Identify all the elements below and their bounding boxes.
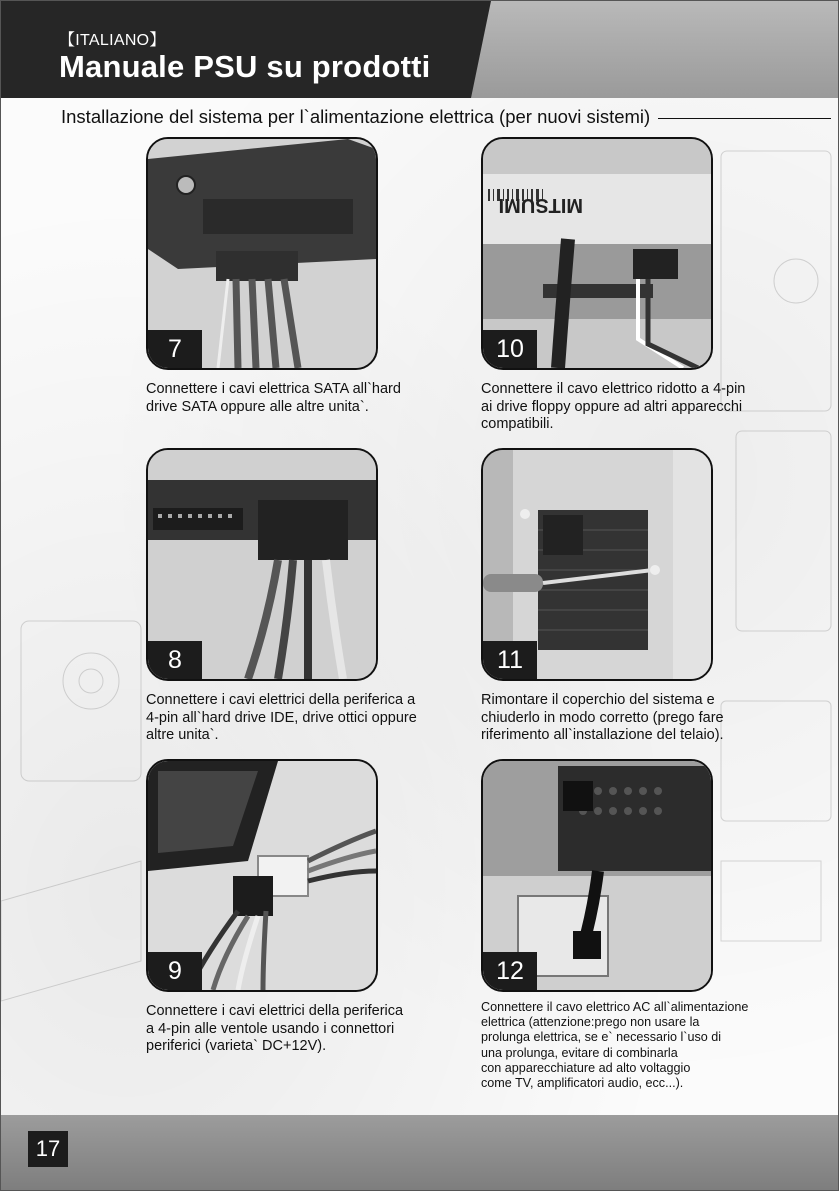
step-9-caption: Connettere i cavi elettrici della periferica a 4-pin alle ventole usando i connettori periferici (varieta` DC+12V). (146, 1003, 404, 1054)
step-12-caption: Connettere il cavo elettrico AC all`alimentazione elettrica (attenzione:prego non usare la prolunga elettrica, se e` necessario l`uso di una prolunga, evitare di combinarla con apparecchiature ad alto voltaggio come TV, amplificatori audio, ecc...). (481, 1000, 749, 1091)
step-number-7: 7 (148, 330, 202, 368)
section-heading (61, 104, 831, 130)
step-number-9: 9 (148, 952, 202, 990)
language-label: 【ITALIANO】 (59, 32, 166, 49)
step-number-12: 12 (483, 952, 537, 990)
page-number: 17 (28, 1131, 68, 1167)
header-light-band (461, 1, 839, 98)
step-12 (481, 759, 831, 1091)
step-11-photo (481, 448, 713, 681)
section-rule (658, 118, 831, 119)
drive-brand-label: MITSUMI (498, 194, 583, 216)
step-7 (146, 137, 496, 416)
step-number-11: 11 (483, 641, 537, 679)
step-9 (146, 759, 496, 1056)
step-11-caption: Rimontare il coperchio del sistema e chiuderlo in modo corretto (prego fare riferimento all`installazione del telaio). (481, 692, 724, 743)
step-8-caption: Connettere i cavi elettrici della periferica a 4-pin all`hard drive IDE, drive ottici oppure altre unita`. (146, 692, 417, 743)
step-7-photo (146, 137, 378, 370)
step-9-photo (146, 759, 378, 992)
page-title: Manuale PSU su prodotti (59, 49, 431, 84)
step-12-photo (481, 759, 713, 992)
step-10 (481, 137, 831, 434)
step-11 (481, 448, 831, 745)
section-subtitle: Installazione del sistema per l`alimentazione elettrica (per nuovi sistemi) (61, 106, 651, 127)
step-10-photo (481, 137, 713, 370)
step-10-caption: Connettere il cavo elettrico ridotto a 4-pin ai drive floppy oppure ad altri apparecchi compatibili. (481, 381, 746, 432)
footer-band (1, 1115, 838, 1190)
step-8-photo (146, 448, 378, 681)
step-number-8: 8 (148, 641, 202, 679)
step-8 (146, 448, 496, 745)
step-7-caption: Connettere i cavi elettrica SATA all`hard drive SATA oppure alle altre unita`. (146, 381, 401, 415)
step-number-10: 10 (483, 330, 537, 368)
